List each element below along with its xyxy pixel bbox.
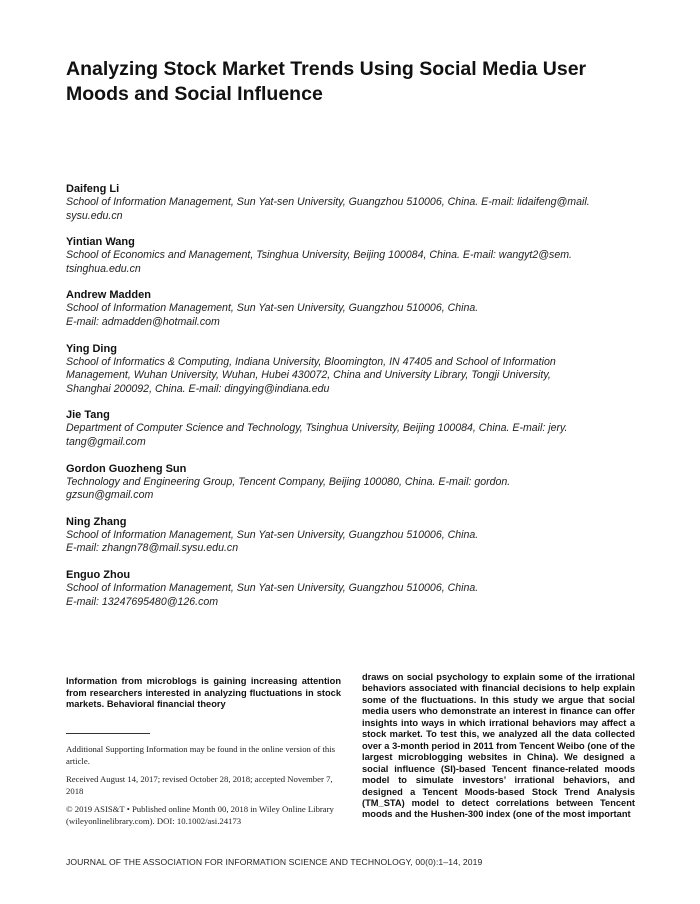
- paper-title: Analyzing Stock Market Trends Using Social Media User Moods and Social Influence: [66, 58, 587, 105]
- author-name: Enguo Zhou: [66, 568, 131, 581]
- author-block: [66, 462, 641, 503]
- author-name: Gordon Guozheng Sun: [66, 462, 187, 475]
- author-name: Daifeng Li: [66, 183, 120, 195]
- author-affiliation: School of Informatics & Computing, Indiana University, Bloomington, IN 47405 and School of Information Management, Wuhan University, Wuhan, Hubei 430072, China and University Library, Tongji University, Shanghai 200092, China. E-mail: dingying@indiana.edu: [66, 355, 556, 395]
- author-affiliation: Technology and Engineering Group, Tencent Company, Beijing 100080, China. E-mail: gordon. gzsun@gmail.com: [66, 475, 511, 502]
- journal-footer: JOURNAL OF THE ASSOCIATION FOR INFORMATION SCIENCE AND TECHNOLOGY, 00(0):1–14, 2019: [66, 857, 483, 867]
- abstract-right-column: draws on social psychology to explain some of the irrational behaviors associated with financial decisions to help explain some of the fluctuations. In this study we argue that social media users who demonstrate an interest in finance can offer insights into ways in which irrational behaviors may affect a stock market. To test this, we analyzed all the data collected over a 3-month period in 2011 from Tencent Weibo (one of the largest microblogging websites in China). We designed a social influence (SI)-based Tencent finance-related moods model to simulate investors’ irrational behaviors, and designed a Tencent Moods-based Stock Trend Analysis (TM_STA) model to detect correlations between Tencent moods and the Hushen-300 index (one of the most important: [362, 672, 635, 820]
- author-block: [66, 288, 641, 329]
- supporting-info-note: Additional Supporting Information may be found in the online version of this article.: [66, 744, 336, 766]
- author-name: Ning Zhang: [66, 515, 127, 528]
- author-block: [66, 515, 641, 556]
- footnotes: [66, 744, 341, 834]
- author-affiliation: School of Information Management, Sun Yat-sen University, Guangzhou 510006, China. E-mail: lidaifeng@mail. sysu.edu.cn: [66, 196, 590, 222]
- author-name: Yintian Wang: [66, 236, 135, 249]
- author-affiliation: Department of Computer Science and Technology, Tsinghua University, Beijing 100084, China. E-mail: jery. tang@gmail.com: [66, 422, 568, 448]
- author-block: [66, 182, 641, 223]
- author-affiliation: School of Information Management, Sun Yat-sen University, Guangzhou 510006, China. E-mail: 13247695480@126.com: [66, 581, 479, 608]
- author-affiliation: School of Information Management, Sun Yat-sen University, Guangzhou 510006, China. E-mail: admadden@hotmail.com: [66, 302, 479, 328]
- author-block: [66, 408, 641, 449]
- author-block: [66, 342, 641, 397]
- author-name: Andrew Madden: [66, 289, 151, 302]
- received-dates: Received August 14, 2017; revised October 28, 2018; accepted November 7, 2018: [66, 774, 333, 796]
- copyright-note: © 2019 ASIS&T • Published online Month 00, 2018 in Wiley Online Library (wileyonlinelibrary.com). DOI: 10.1002/asi.24173: [66, 804, 334, 826]
- author-name: Ying Ding: [66, 342, 117, 355]
- author-list: [66, 182, 641, 621]
- author-affiliation: School of Economics and Management, Tsinghua University, Beijing 100084, China. E-mail: wangyt2@sem. tsinghua.edu.cn: [66, 249, 572, 275]
- author-block: [66, 568, 641, 609]
- footnote-divider: [66, 733, 150, 734]
- abstract-left-column: Information from microblogs is gaining increasing attention from researchers interested in analyzing fluctuations in stock markets. Behavioral financial theory: [66, 676, 341, 710]
- author-name: Jie Tang: [66, 409, 110, 422]
- author-block: [66, 235, 641, 276]
- author-affiliation: School of Information Management, Sun Yat-sen University, Guangzhou 510006, China. E-mail: zhangn78@mail.sysu.edu.cn: [66, 528, 479, 555]
